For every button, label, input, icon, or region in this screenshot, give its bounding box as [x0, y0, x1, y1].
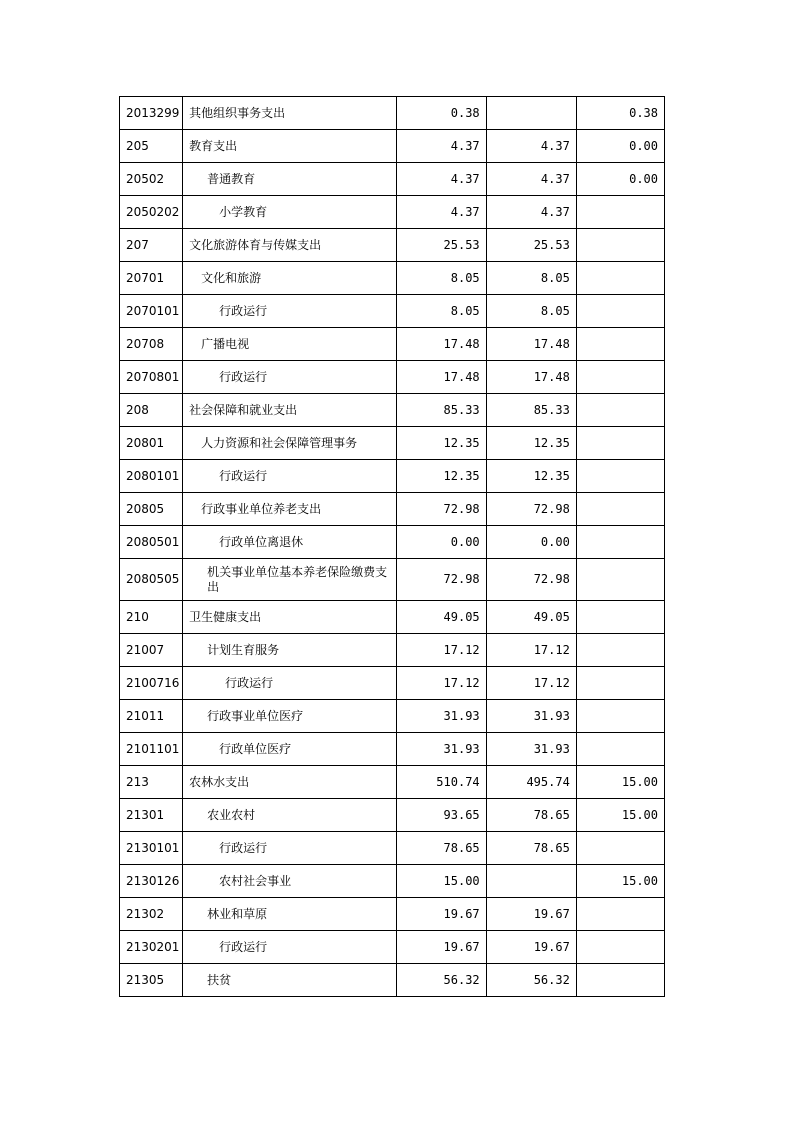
- basic-expenditure-cell: 12.35: [486, 460, 576, 493]
- total-amount-cell: 4.37: [396, 130, 486, 163]
- table-row: [120, 130, 665, 163]
- subject-name-label: 扶贫: [207, 972, 232, 987]
- subject-code-cell: 205: [120, 130, 183, 163]
- subject-code-cell: 20805: [120, 493, 183, 526]
- subject-code-cell: 21302: [120, 898, 183, 931]
- subject-code-cell: 2050202: [120, 196, 183, 229]
- subject-code-cell: 2100716: [120, 667, 183, 700]
- project-expenditure-cell: 0.00: [576, 130, 664, 163]
- subject-name-label: 农村社会事业: [219, 873, 292, 888]
- project-expenditure-cell: [576, 601, 664, 634]
- project-expenditure-cell: [576, 931, 664, 964]
- subject-name-cell: [183, 766, 396, 799]
- subject-name-label: 行政运行: [219, 468, 268, 483]
- subject-name-cell: [183, 493, 396, 526]
- basic-expenditure-cell: 49.05: [486, 601, 576, 634]
- basic-expenditure-cell: 78.65: [486, 799, 576, 832]
- basic-expenditure-cell: 31.93: [486, 700, 576, 733]
- subject-name-label: 其他组织事务支出: [189, 105, 286, 120]
- table-row: [120, 667, 665, 700]
- table-body: [120, 97, 665, 997]
- subject-code-cell: 21301: [120, 799, 183, 832]
- table-row: [120, 526, 665, 559]
- basic-expenditure-cell: 19.67: [486, 898, 576, 931]
- basic-expenditure-cell: 85.33: [486, 394, 576, 427]
- project-expenditure-cell: [576, 229, 664, 262]
- subject-code-cell: 21011: [120, 700, 183, 733]
- basic-expenditure-cell: 72.98: [486, 559, 576, 601]
- project-expenditure-cell: [576, 460, 664, 493]
- basic-expenditure-cell: 78.65: [486, 832, 576, 865]
- subject-name-cell: [183, 130, 396, 163]
- total-amount-cell: 93.65: [396, 799, 486, 832]
- subject-name-label: 行政运行: [225, 675, 274, 690]
- project-expenditure-cell: [576, 328, 664, 361]
- basic-expenditure-cell: 25.53: [486, 229, 576, 262]
- subject-name-label: 农业农村: [207, 807, 256, 822]
- total-amount-cell: 4.37: [396, 196, 486, 229]
- subject-name-label: 小学教育: [219, 204, 268, 219]
- subject-code-cell: 21007: [120, 634, 183, 667]
- basic-expenditure-cell: 17.12: [486, 634, 576, 667]
- subject-name-label: 行政事业单位养老支出: [201, 501, 322, 516]
- subject-name-cell: [183, 733, 396, 766]
- subject-code-cell: 2080505: [120, 559, 183, 601]
- subject-name-label: 教育支出: [189, 138, 238, 153]
- total-amount-cell: 25.53: [396, 229, 486, 262]
- project-expenditure-cell: [576, 559, 664, 601]
- subject-name-label: 人力资源和社会保障管理事务: [201, 435, 358, 450]
- basic-expenditure-cell: 17.12: [486, 667, 576, 700]
- table-row: [120, 700, 665, 733]
- table-row: [120, 733, 665, 766]
- subject-code-cell: 20801: [120, 427, 183, 460]
- table-row: [120, 460, 665, 493]
- total-amount-cell: 49.05: [396, 601, 486, 634]
- subject-name-label: 行政运行: [219, 939, 268, 954]
- table-row: [120, 295, 665, 328]
- basic-expenditure-cell: 8.05: [486, 295, 576, 328]
- table-row: [120, 229, 665, 262]
- table-row: [120, 964, 665, 997]
- table-row: [120, 898, 665, 931]
- subject-name-label: 社会保障和就业支出: [189, 402, 298, 417]
- total-amount-cell: 31.93: [396, 733, 486, 766]
- subject-name-label: 普通教育: [207, 171, 256, 186]
- subject-code-cell: 2130201: [120, 931, 183, 964]
- subject-name-cell: [183, 559, 396, 601]
- basic-expenditure-cell: [486, 97, 576, 130]
- expenditure-table: [119, 96, 665, 997]
- subject-name-label: 卫生健康支出: [189, 609, 262, 624]
- subject-code-cell: 20708: [120, 328, 183, 361]
- project-expenditure-cell: [576, 964, 664, 997]
- project-expenditure-cell: 0.00: [576, 163, 664, 196]
- table-row: [120, 427, 665, 460]
- subject-name-cell: [183, 196, 396, 229]
- project-expenditure-cell: [576, 667, 664, 700]
- subject-name-cell: [183, 460, 396, 493]
- project-expenditure-cell: [576, 295, 664, 328]
- subject-name-label: 行政运行: [219, 303, 268, 318]
- table-row: [120, 361, 665, 394]
- subject-name-cell: [183, 295, 396, 328]
- project-expenditure-cell: [576, 700, 664, 733]
- project-expenditure-cell: [576, 262, 664, 295]
- subject-code-cell: 210: [120, 601, 183, 634]
- project-expenditure-cell: [576, 526, 664, 559]
- project-expenditure-cell: [576, 634, 664, 667]
- subject-code-cell: 2130101: [120, 832, 183, 865]
- subject-name-cell: [183, 931, 396, 964]
- total-amount-cell: 17.12: [396, 634, 486, 667]
- basic-expenditure-cell: 19.67: [486, 931, 576, 964]
- project-expenditure-cell: [576, 898, 664, 931]
- subject-name-cell: [183, 700, 396, 733]
- subject-code-cell: 2080501: [120, 526, 183, 559]
- subject-name-label: 林业和草原: [207, 906, 268, 921]
- basic-expenditure-cell: 8.05: [486, 262, 576, 295]
- subject-code-cell: 21305: [120, 964, 183, 997]
- basic-expenditure-cell: 17.48: [486, 361, 576, 394]
- total-amount-cell: 31.93: [396, 700, 486, 733]
- table-row: [120, 394, 665, 427]
- subject-code-cell: 2070101: [120, 295, 183, 328]
- subject-name-cell: [183, 163, 396, 196]
- subject-name-cell: [183, 667, 396, 700]
- total-amount-cell: 19.67: [396, 898, 486, 931]
- total-amount-cell: 17.12: [396, 667, 486, 700]
- total-amount-cell: 17.48: [396, 361, 486, 394]
- subject-code-cell: 20502: [120, 163, 183, 196]
- subject-name-label: 行政事业单位医疗: [207, 708, 304, 723]
- subject-name-label: 行政运行: [219, 369, 268, 384]
- subject-name-label: 文化和旅游: [201, 270, 262, 285]
- subject-name-label: 农林水支出: [189, 774, 250, 789]
- subject-name-cell: [183, 229, 396, 262]
- project-expenditure-cell: [576, 361, 664, 394]
- total-amount-cell: 78.65: [396, 832, 486, 865]
- subject-name-cell: [183, 427, 396, 460]
- subject-name-cell: [183, 262, 396, 295]
- project-expenditure-cell: 15.00: [576, 799, 664, 832]
- subject-name-cell: [183, 634, 396, 667]
- subject-code-cell: 208: [120, 394, 183, 427]
- subject-name-cell: [183, 328, 396, 361]
- total-amount-cell: 85.33: [396, 394, 486, 427]
- subject-name-label: 行政运行: [219, 840, 268, 855]
- total-amount-cell: 4.37: [396, 163, 486, 196]
- subject-name-cell: [183, 394, 396, 427]
- subject-name-label: 广播电视: [201, 336, 250, 351]
- total-amount-cell: 17.48: [396, 328, 486, 361]
- project-expenditure-cell: [576, 427, 664, 460]
- total-amount-cell: 12.35: [396, 427, 486, 460]
- basic-expenditure-cell: 495.74: [486, 766, 576, 799]
- total-amount-cell: 8.05: [396, 262, 486, 295]
- project-expenditure-cell: [576, 196, 664, 229]
- total-amount-cell: 19.67: [396, 931, 486, 964]
- subject-code-cell: 2130126: [120, 865, 183, 898]
- table-row: [120, 832, 665, 865]
- total-amount-cell: 72.98: [396, 559, 486, 601]
- subject-code-cell: 2101101: [120, 733, 183, 766]
- basic-expenditure-cell: 0.00: [486, 526, 576, 559]
- total-amount-cell: 12.35: [396, 460, 486, 493]
- basic-expenditure-cell: 4.37: [486, 163, 576, 196]
- subject-name-cell: [183, 865, 396, 898]
- subject-name-cell: [183, 601, 396, 634]
- basic-expenditure-cell: [486, 865, 576, 898]
- subject-name-cell: [183, 526, 396, 559]
- project-expenditure-cell: 15.00: [576, 865, 664, 898]
- project-expenditure-cell: [576, 733, 664, 766]
- subject-code-cell: 213: [120, 766, 183, 799]
- subject-name-label: 行政单位离退休: [219, 534, 304, 549]
- subject-name-label: 行政单位医疗: [219, 741, 292, 756]
- table-row: [120, 163, 665, 196]
- basic-expenditure-cell: 56.32: [486, 964, 576, 997]
- table-row: [120, 634, 665, 667]
- basic-expenditure-cell: 72.98: [486, 493, 576, 526]
- project-expenditure-cell: 15.00: [576, 766, 664, 799]
- total-amount-cell: 0.38: [396, 97, 486, 130]
- basic-expenditure-cell: 4.37: [486, 196, 576, 229]
- table-row: [120, 328, 665, 361]
- project-expenditure-cell: 0.38: [576, 97, 664, 130]
- total-amount-cell: 15.00: [396, 865, 486, 898]
- table-row: [120, 196, 665, 229]
- subject-name-cell: [183, 799, 396, 832]
- subject-code-cell: 207: [120, 229, 183, 262]
- basic-expenditure-cell: 12.35: [486, 427, 576, 460]
- subject-name-cell: [183, 361, 396, 394]
- basic-expenditure-cell: 4.37: [486, 130, 576, 163]
- total-amount-cell: 72.98: [396, 493, 486, 526]
- basic-expenditure-cell: 31.93: [486, 733, 576, 766]
- table-row: [120, 799, 665, 832]
- basic-expenditure-cell: 17.48: [486, 328, 576, 361]
- total-amount-cell: 510.74: [396, 766, 486, 799]
- table-row: [120, 493, 665, 526]
- subject-name-cell: [183, 832, 396, 865]
- table-row: [120, 766, 665, 799]
- total-amount-cell: 0.00: [396, 526, 486, 559]
- subject-name-cell: [183, 898, 396, 931]
- total-amount-cell: 56.32: [396, 964, 486, 997]
- subject-name-label: 机关事业单位基本养老保险缴费支出: [207, 564, 388, 594]
- subject-name-cell: [183, 964, 396, 997]
- table-row: [120, 931, 665, 964]
- table-row: [120, 97, 665, 130]
- subject-name-cell: [183, 97, 396, 130]
- total-amount-cell: 8.05: [396, 295, 486, 328]
- subject-name-label: 文化旅游体育与传媒支出: [189, 237, 322, 252]
- project-expenditure-cell: [576, 832, 664, 865]
- subject-name-label: 计划生育服务: [207, 642, 280, 657]
- subject-code-cell: 2080101: [120, 460, 183, 493]
- subject-code-cell: 2070801: [120, 361, 183, 394]
- table-row: [120, 865, 665, 898]
- project-expenditure-cell: [576, 493, 664, 526]
- project-expenditure-cell: [576, 394, 664, 427]
- subject-code-cell: 2013299: [120, 97, 183, 130]
- table-row: [120, 262, 665, 295]
- table-row: [120, 601, 665, 634]
- table-row: [120, 559, 665, 601]
- subject-code-cell: 20701: [120, 262, 183, 295]
